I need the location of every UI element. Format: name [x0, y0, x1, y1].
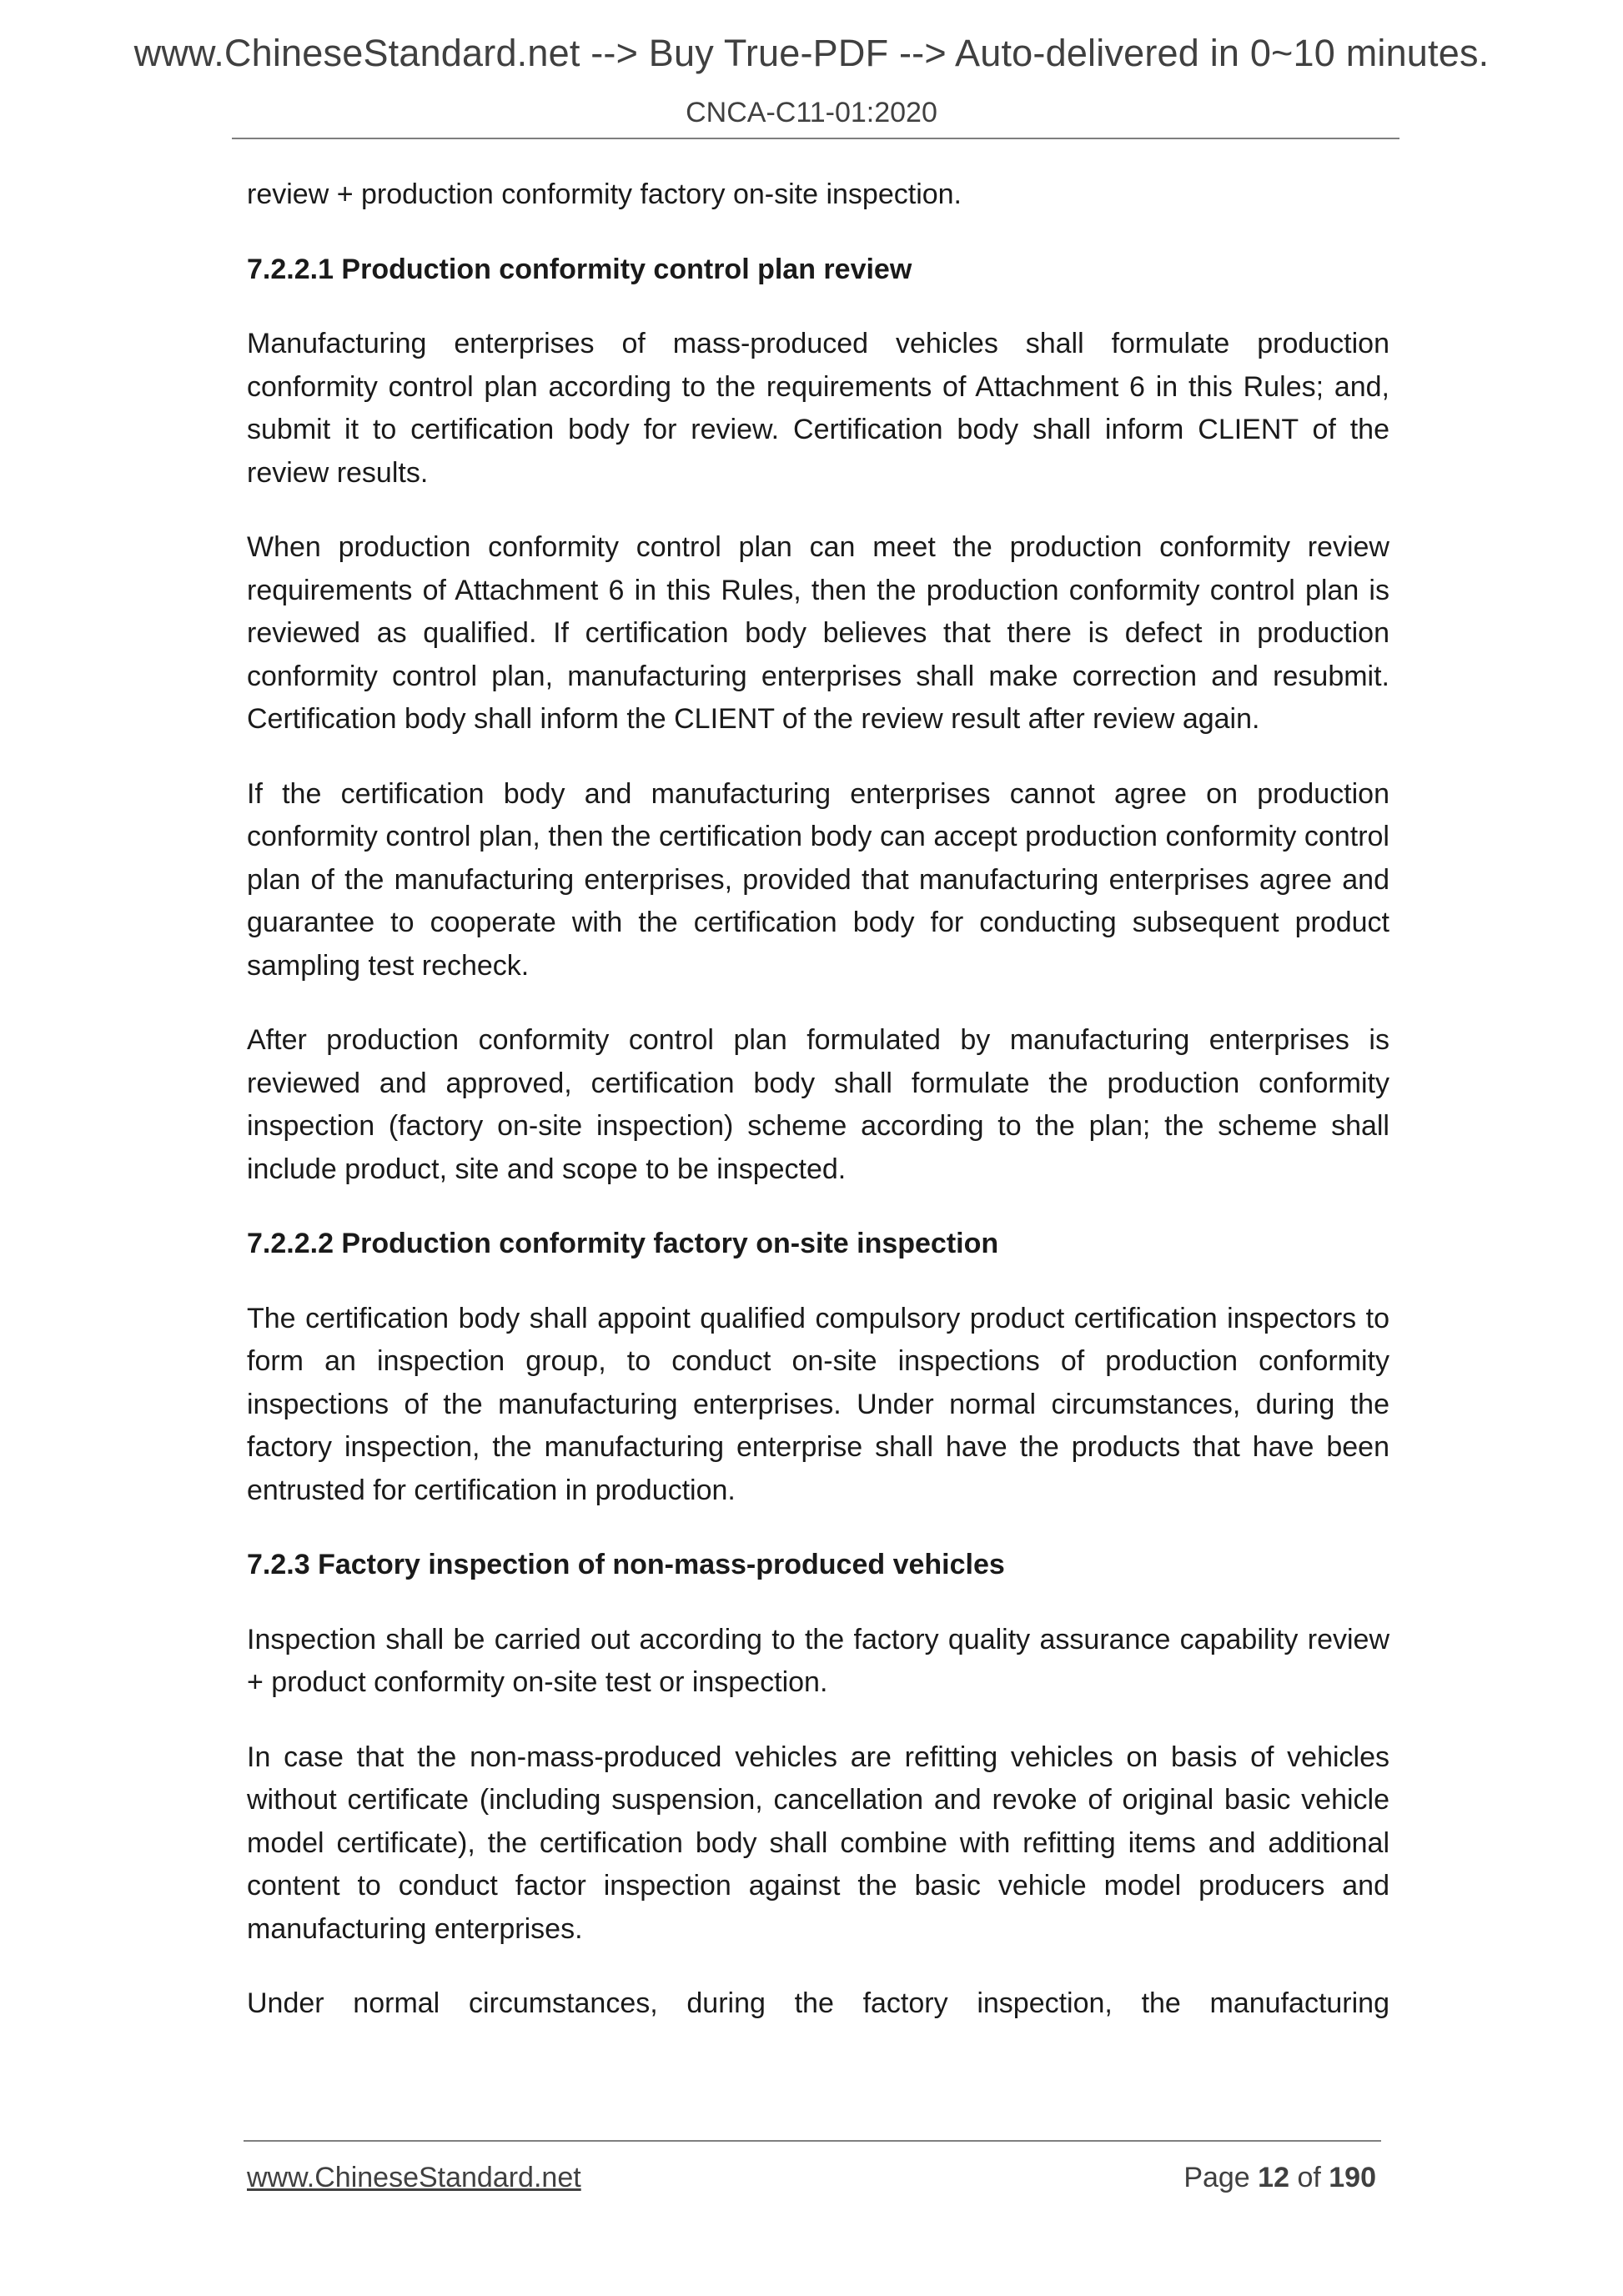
paragraph: The certification body shall appoint qualified compulsory product certification inspectors to form an inspection group, to conduct on-site inspections of production conformity inspections of the manufacturing enterprises. Under normal circumstances, during the factory inspection, the manufacturing enterprise shall have the products that have been entrusted for certification in production. — [247, 1302, 1389, 1506]
page-number: 12 — [1258, 2162, 1289, 2193]
footer-divider — [244, 2140, 1381, 2142]
document-code: CNCA-C11-01:2020 — [686, 97, 937, 128]
paragraph: Manufacturing enterprises of mass-produced vehicles shall formulate production conformity control plan according to the requirements of Attachment 6 in this Rules; and, submit it to certification body for review. Certification body shall inform CLIENT of the review results. — [247, 328, 1389, 489]
of-label: of — [1297, 2162, 1321, 2193]
paragraph: review + production conformity factory on-site inspection. — [247, 178, 962, 210]
section-heading: 7.2.3 Factory inspection of non-mass-produced vehicles — [247, 1549, 1005, 1580]
paragraph: After production conformity control plan formulated by manufacturing enterprises is reviewed and approved, certification body shall formulate the production conformity inspection (factory on-site inspection) scheme according to the plan; the scheme shall include product, site and scope to be inspected. — [247, 1024, 1389, 1185]
paragraph: In case that the non-mass-produced vehicles are refitting vehicles on basis of vehicles without certificate (including suspension, cancellation and revoke of original basic vehicle model certificate), the certification body shall combine with refitting items and additional content to conduct factor inspection against the basic vehicle model producers and manufacturing enterprises. — [247, 1741, 1389, 1945]
top-banner: www.ChineseStandard.net --> Buy True-PDF --> Auto-delivered in 0~10 minutes. — [133, 32, 1490, 74]
paragraph-continued: Under normal circumstances, during the factory inspection, the manufacturing — [247, 1987, 1389, 2019]
paragraph: Inspection shall be carried out according to the factory quality assurance capability review + product conformity on-site test or inspection. — [247, 1623, 1389, 1698]
paragraph: If the certification body and manufacturing enterprises cannot agree on production conformity control plan, then the certification body can accept production conformity control plan of the manufacturing enterprises, provided that manufacturing enterprises agree and guarantee to cooperate with the certification body for conducting subsequent product sampling test recheck. — [247, 777, 1389, 982]
page-label: Page — [1183, 2162, 1250, 2193]
section-heading: 7.2.2.1 Production conformity control plan review — [247, 253, 912, 285]
section-heading: 7.2.2.2 Production conformity factory on-site inspection — [247, 1228, 999, 1259]
total-pages: 190 — [1329, 2162, 1376, 2193]
header-divider — [232, 138, 1399, 139]
footer-website-link[interactable]: www.ChineseStandard.net — [247, 2162, 581, 2193]
document-body — [247, 173, 1389, 2057]
paragraph: When production conformity control plan can meet the production conformity review requirements of Attachment 6 in this Rules, then the production conformity control plan is reviewed as qualified. If certification body believes that there is defect in production conformity control plan, manufacturing enterprises shall make correction and resubmit. Certification body shall inform the CLIENT of the review result after review again. — [247, 531, 1389, 735]
page-indicator — [1183, 2162, 1376, 2194]
